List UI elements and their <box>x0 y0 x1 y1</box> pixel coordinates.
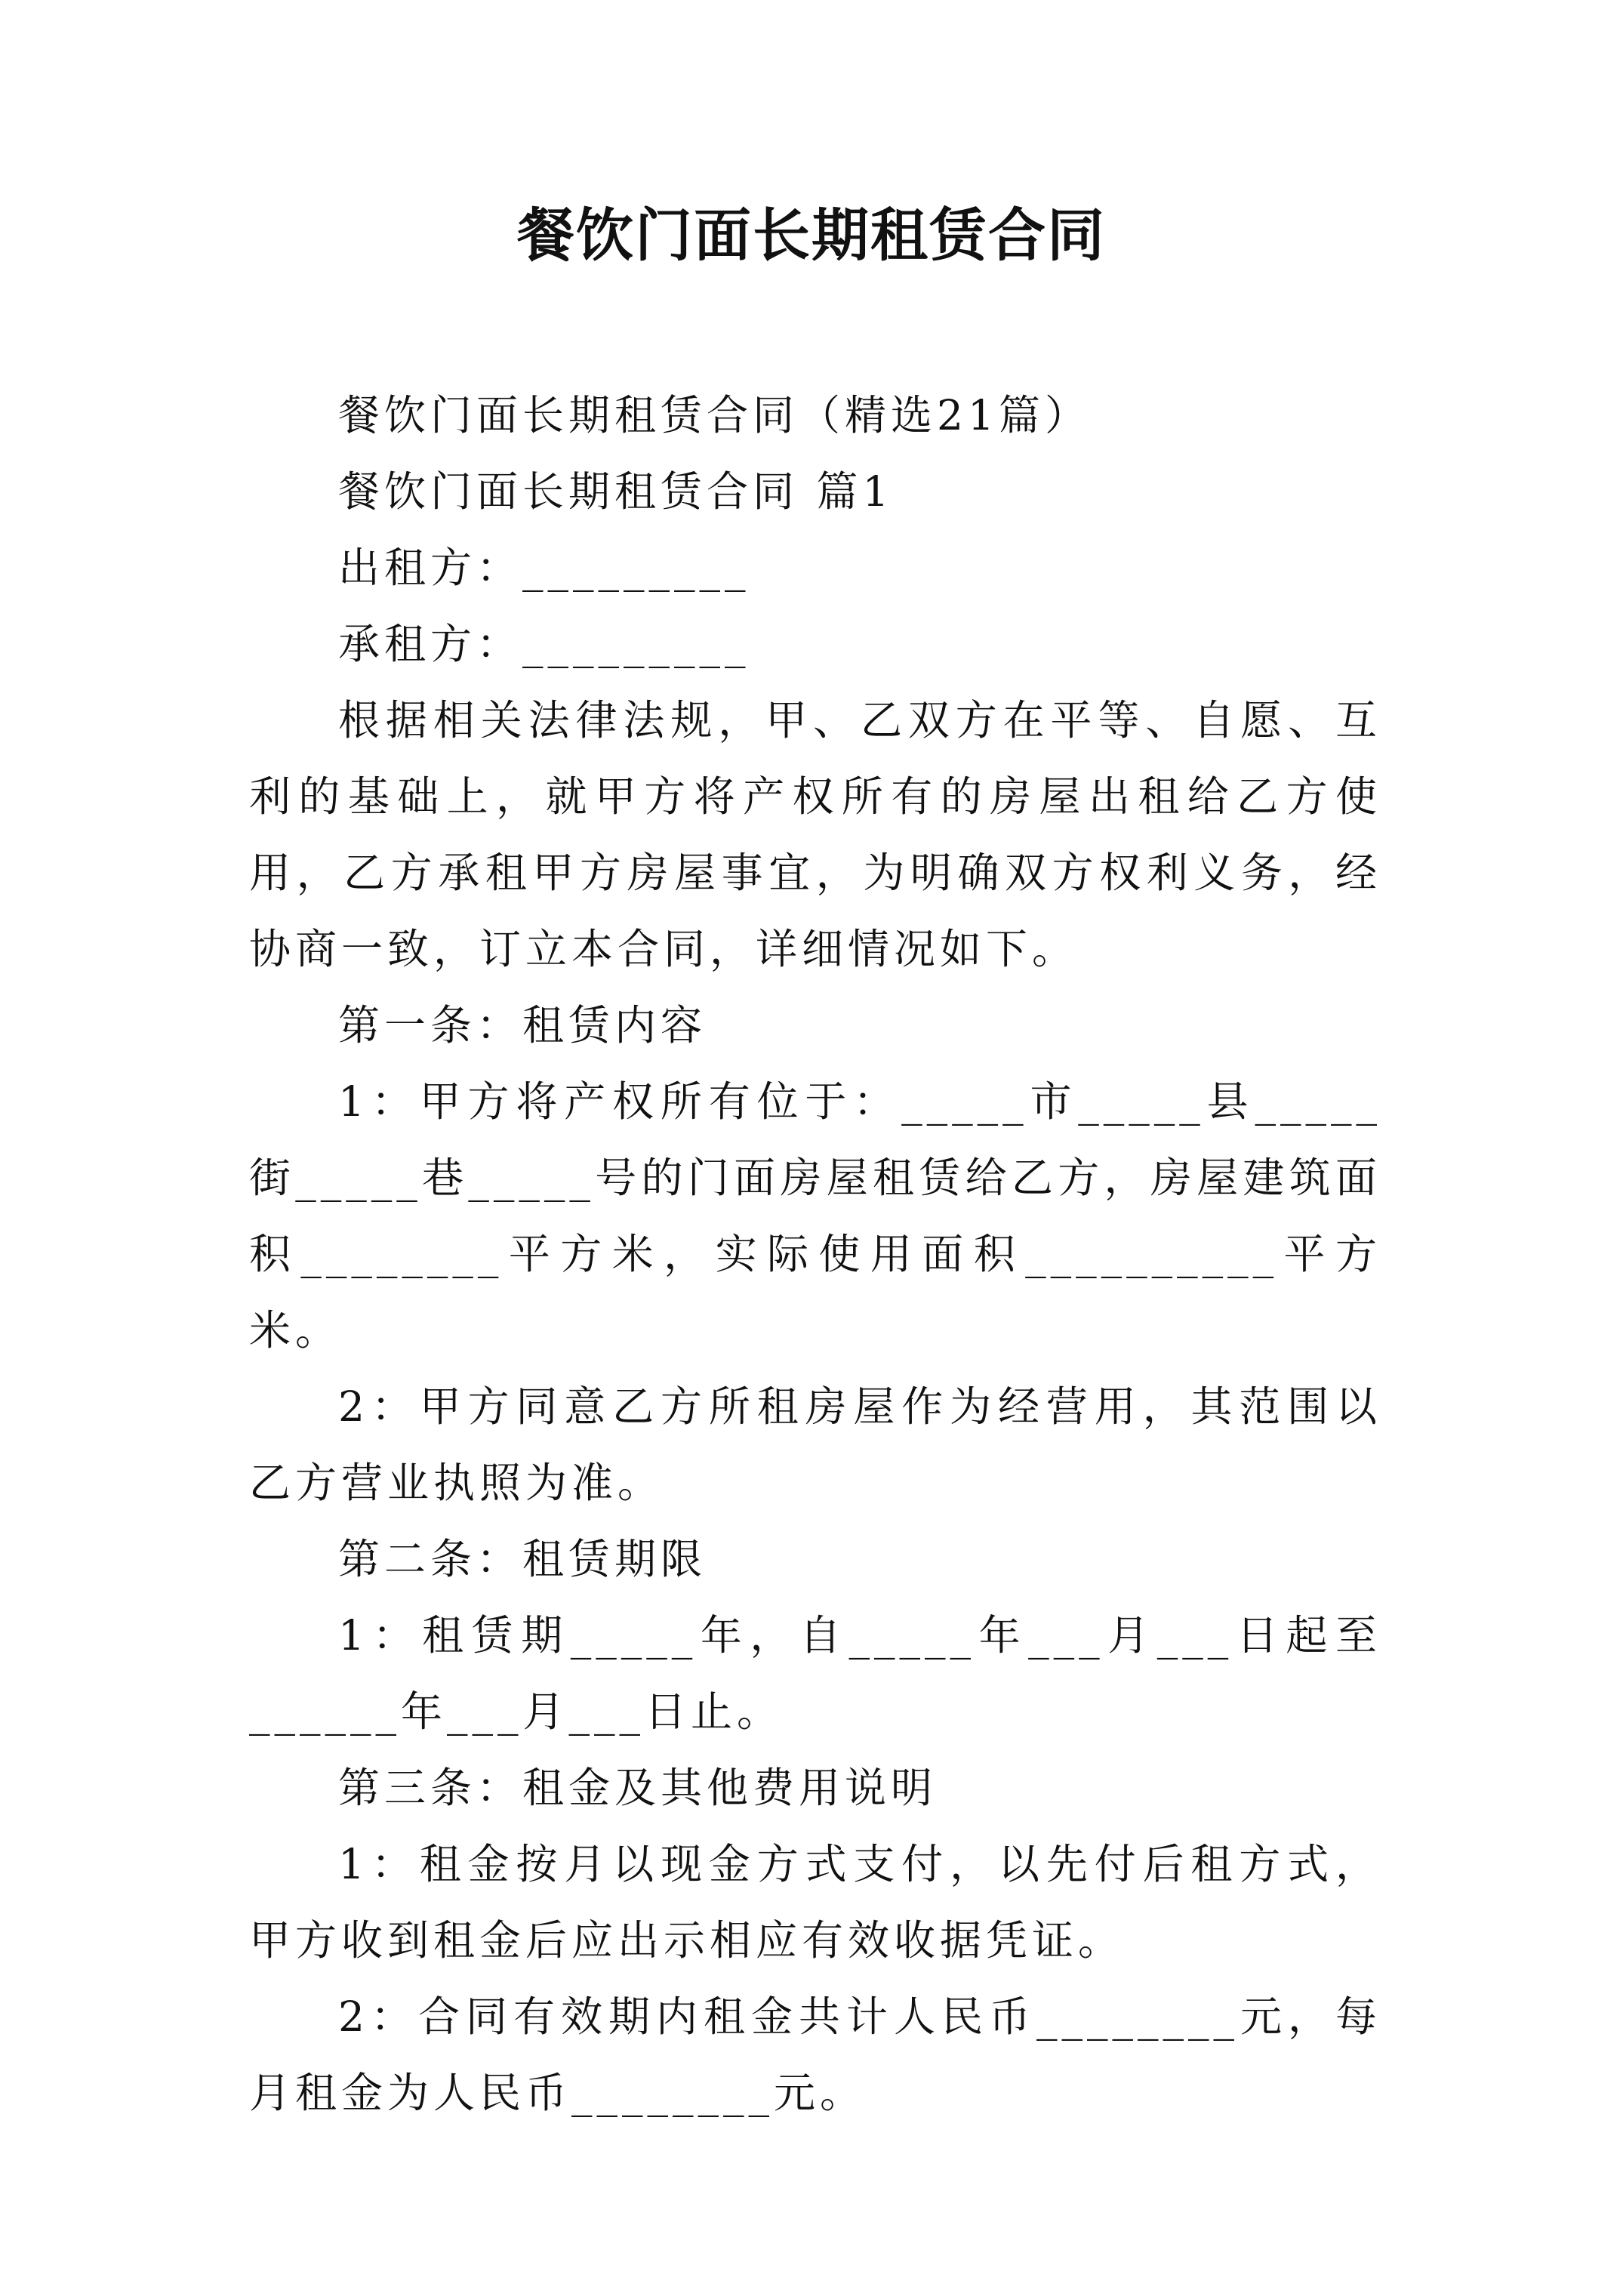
paragraph-section-heading: 餐饮门面长期租赁合同 篇1 <box>338 467 894 516</box>
paragraph-article-2-heading: 第二条：租赁期限 <box>338 1535 707 1583</box>
paragraph-lessee: 承租方：_________ <box>338 620 750 668</box>
document-title: 餐饮门面长期租赁合同 <box>517 202 1106 269</box>
paragraph-article-2-clause-1: 1：租赁期_____年，自_____年___月___日起至______年___月___日止。 <box>249 1611 1381 1736</box>
paragraph-article-1-heading: 第一条：租赁内容 <box>338 1001 707 1049</box>
paragraph-article-1-clause-2: 2：甲方同意乙方所租房屋作为经营用，其范围以乙方营业执照为准。 <box>249 1382 1381 1507</box>
paragraph-article-3-heading: 第三条：租金及其他费用说明 <box>338 1764 938 1812</box>
document-body <box>249 378 1381 2131</box>
paragraph-article-3-clause-2: 2：合同有效期内租金共计人民币________元，每月租金为人民币________元。 <box>249 1992 1381 2117</box>
paragraph-article-3-clause-1: 1：租金按月以现金方式支付，以先付后租方式，甲方收到租金后应出示相应有效收据凭证。 <box>249 1840 1381 1965</box>
paragraph-lessor: 出租方：_________ <box>338 544 750 592</box>
paragraph-preamble: 根据相关法律法规，甲、乙双方在平等、自愿、互利的基础上，就甲方将产权所有的房屋出租给乙方使用，乙方承租甲方房屋事宜，为明确双方权利义务，经协商一致，订立本合同，详细情况如下。 <box>249 696 1381 973</box>
paragraph-subtitle: 餐饮门面长期租赁合同（精选21篇） <box>338 391 1091 439</box>
paragraph-article-1-clause-1: 1：甲方将产权所有位于：_____市_____县_____街_____巷_____号的门面房屋租赁给乙方，房屋建筑面积________平方米，实际使用面积__________平方米。 <box>249 1077 1381 1354</box>
